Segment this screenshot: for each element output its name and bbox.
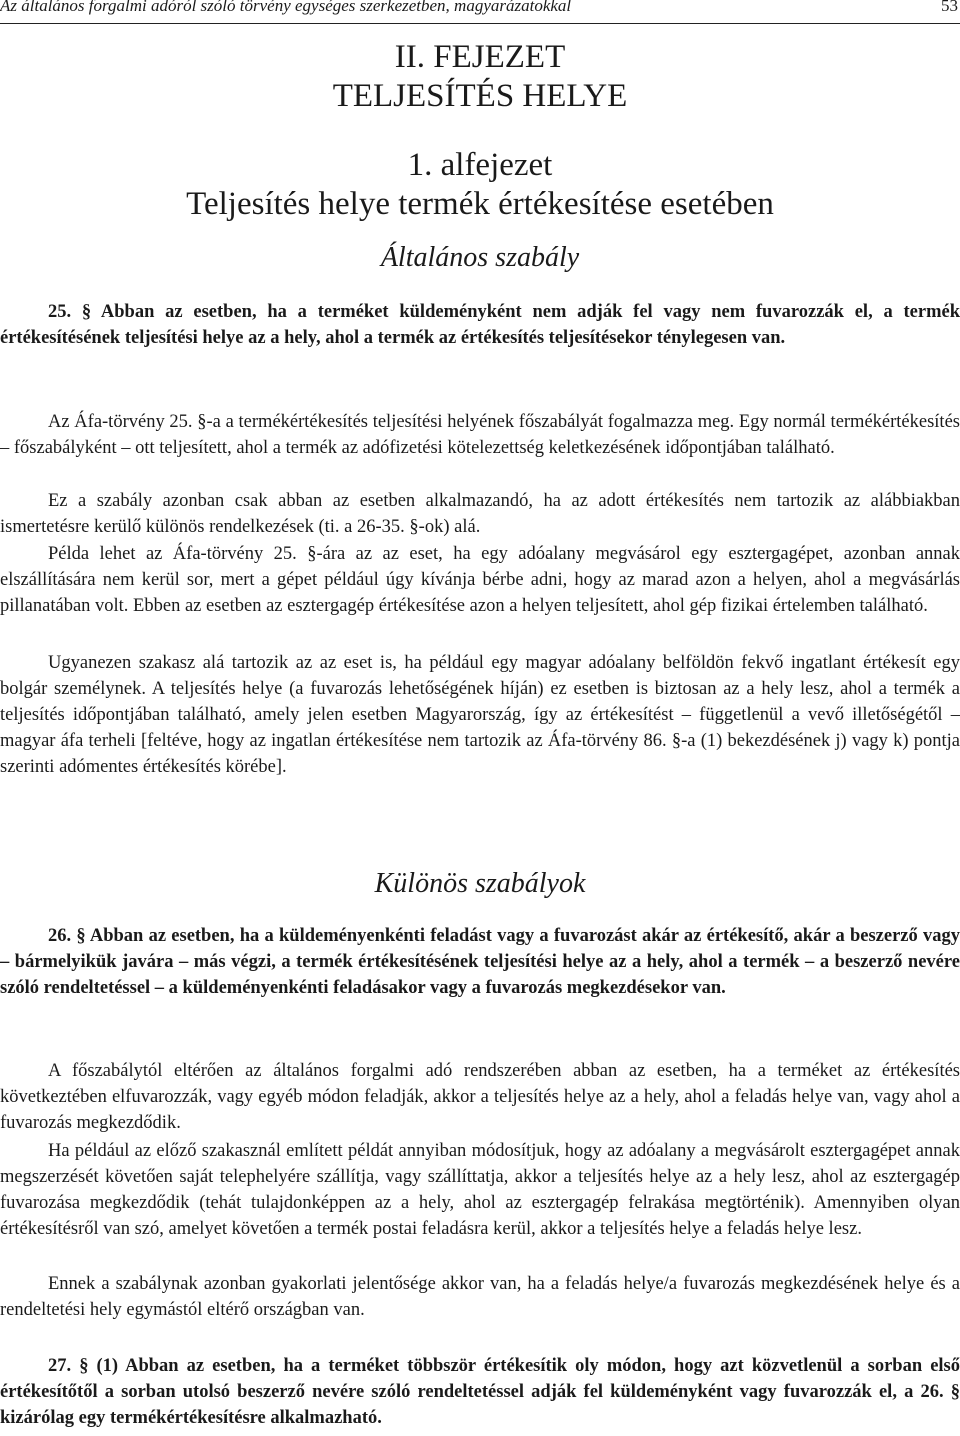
page-number: 53: [941, 0, 958, 15]
chapter-heading: [0, 38, 960, 116]
commentary-paragraph: Ez a szabály azonban csak abban az esetben alkalmazandó, ha az adott értékesítés nem tartozik az alábbiakban ismertetésre kerülő különös rendelkezések (ti. a 26-35. §-ok) alá.: [0, 491, 960, 537]
law-text-25: 25. § Abban az esetben, ha a terméket küldeményként nem adják fel vagy nem fuvarozzák el, a termék értékesítésének teljesítési helye az a hely, ahol a termék az értékesítés teljesítésekor ténylegesen van.: [0, 302, 960, 348]
commentary-paragraph: Az Áfa-törvény 25. §-a a termékértékesítés teljesítési helyének főszabályát fogalmazza meg. Egy normál termékértékesítés – főszabályként – ott teljesített, ahol a termék az adófizetési kötelezettség keletkezésének időpontjában található.: [0, 412, 960, 458]
commentary-paragraph: Ennek a szabálynak azonban gyakorlati jelentősége akkor van, ha a feladás helye/a fuvarozás megkezdésének helye és a rendeltetési hely egymástól eltérő országban van.: [0, 1274, 960, 1320]
subchapter-title: Teljesítés helye termék értékesítése esetében: [186, 186, 774, 222]
commentary-paragraph: Ugyanezen szakasz alá tartozik az az eset is, ha például egy magyar adóalany belföldön fekvő ingatlant értékesít egy bolgár személynek. A teljesítés helye (a fuvarozás lehetőségének híján) ez esetben is biztosan az a hely lesz, ahol a termék a teljesítés időpontjában található, amely jelen esetben Magyarország, így az értékesítést – függetlenül a vevő illetőségétől – magyar áfa terheli [feltéve, hogy az ingatlan értékesítése nem tartozik az Áfa-törvény 86. §-a (1) bekezdésének j) vagy k) pontja szerinti adómentes értékesítés körébe].: [0, 653, 960, 777]
chapter-title: TELJESÍTÉS HELYE: [332, 78, 628, 114]
chapter-number: II. FEJEZET: [394, 39, 566, 75]
law-text-26: 26. § Abban az esetben, ha a küldeményenkénti feladást vagy a fuvarozást akár az értékesítő, akár a beszerző vagy – bármelyikük javára – más végzi, a termék értékesítésének teljesítési helye az a hely, ahol a termék – a beszerző nevére szóló rendeltetéssel – a küldeményenkénti feladásakor vagy a fuvarozás megkezdésekor van.: [0, 926, 960, 998]
law-text-27: 27. § (1) Abban az esetben, ha a terméket többször értékesítik oly módon, hogy azt közvetlenül a sorban első értékesítőtől a sorban utolsó beszerző nevére szóló rendeltetéssel adják fel küldeményként vagy fuvarozzák el, a 26. § kizárólag egy termékértékesítésre alkalmazható.: [0, 1356, 960, 1428]
subchapter-heading: [0, 146, 960, 224]
header-rule: [0, 23, 960, 24]
commentary-paragraph: Ha például az előző szakasznál említett példát annyiban módosítjuk, hogy az adóalany a megvásárolt esztergagépet annak megszerzését követően saját telephelyére szállítja, vagy szállíttatja, akkor a teljesítés helye az a hely lesz, ahol az esztergagép fuvarozása megkezdődik (tehát tulajdonképpen az a hely, ahol az esztergagép felrakása megtörténik). Amennyiben olyan értékesítésről van szó, amelyet követően a termék postai feladásra kerül, akkor a teljesítés helye a feladás helye lesz.: [0, 1141, 960, 1239]
section-heading-special-rules: Különös szabályok: [374, 868, 586, 899]
commentary-paragraph: Példa lehet az Áfa-törvény 25. §-ára az az eset, ha egy adóalany megvásárol egy esztergagépet, azonban annak elszállítására nem kerül sor, mert a gépet például úgy kívánja bérbe adni, hogy az marad azon a helyen, ahol a megvásárlás pillanatában volt. Ebben az esetben az esztergagép értékesítése azon a helyen teljesített, ahol gép fizikai értelemben található.: [0, 544, 960, 616]
commentary-paragraph: A főszabálytól eltérően az általános forgalmi adó rendszerében abban az esetben, ha a terméket az értékesítés következtében elfuvarozzák, vagy egyéb módon feladják, akkor a teljesítés helye az a hely, ahol a feladás helye van, vagy ahol a fuvarozás megkezdődik.: [0, 1061, 960, 1133]
subchapter-number: 1. alfejezet: [407, 147, 553, 183]
running-title: Az általános forgalmi adóról szóló törvény egységes szerkezetben, magyarázatokkal: [0, 0, 572, 15]
section-heading-general-rule: Általános szabály: [380, 242, 580, 273]
